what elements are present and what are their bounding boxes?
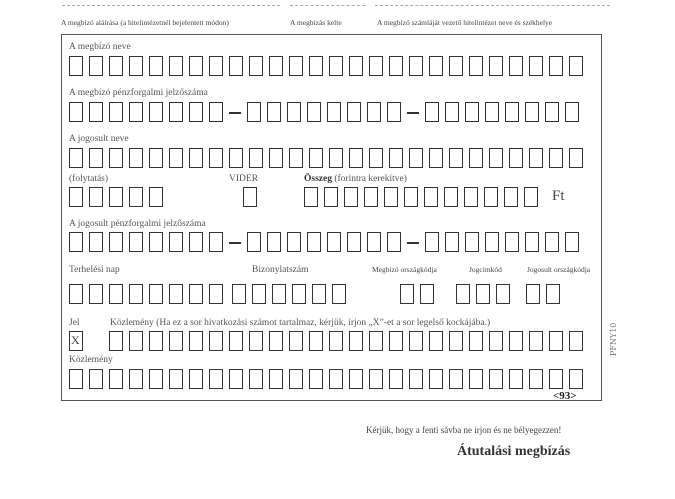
debit-day-label: Terhelési nap (69, 265, 120, 275)
payee-name-boxes[interactable] (69, 148, 589, 168)
flag-box[interactable] (69, 331, 89, 351)
amount-label: Összeg (forintra kerekítve) (304, 174, 407, 184)
payer-name-boxes[interactable] (69, 56, 589, 76)
payer-account-label: A megbízó pénzforgalmi jelzőszáma (69, 88, 208, 98)
payee-account-boxes[interactable] (69, 232, 585, 252)
note-label: Közlemény (69, 355, 113, 365)
vider-label: VIDER (229, 174, 259, 184)
currency-label: Ft (552, 188, 565, 204)
payer-account-boxes[interactable] (69, 102, 585, 122)
bank-line (375, 5, 610, 6)
bank-label: A megbízó számláját vezető hitelintézet neve és székhelye (377, 18, 553, 27)
legal-code-boxes[interactable] (456, 284, 516, 304)
form-id: PFNY10 (609, 322, 618, 356)
form-title: Átutalási megbízás (457, 444, 571, 459)
note2-boxes[interactable] (69, 369, 589, 389)
form-code: <93> (553, 390, 577, 402)
payee-country-label: Jogosult országkódja (527, 265, 591, 274)
flag-label: Jel (69, 318, 80, 328)
continuation-label: (folytatás) (69, 174, 109, 184)
payee-account-label: A jogosult pénzforgalmi jelzőszáma (69, 219, 206, 229)
footer-instruction: Kérjük, hogy a fenti sávba ne írjon és ne bélyegezzen! (366, 425, 562, 435)
continuation-boxes[interactable] (69, 187, 169, 207)
payee-name-label: A jogosult neve (69, 134, 129, 144)
note-hint-label: Közlemény (Ha ez a sor hivatkozási számot tartalmaz, kérjük, írjon „X”-et a sor legelső kockájába.) (110, 318, 491, 328)
debit-day-boxes[interactable] (69, 284, 229, 304)
payee-country-boxes[interactable] (526, 284, 566, 304)
signature-label: A megbízó aláírása (a hitelintézetnél bejelentett módon) (61, 18, 229, 27)
vider-box[interactable] (243, 187, 263, 207)
payer-name-label: A megbízó neve (69, 42, 131, 52)
flag-mark: X (71, 333, 80, 347)
signature-line (62, 5, 280, 6)
date-line (290, 5, 365, 6)
document-number-boxes[interactable] (232, 284, 352, 304)
document-number-label: Bizonylatszám (252, 265, 309, 275)
note1-boxes[interactable] (109, 331, 589, 351)
legal-code-label: Jogcímkód (469, 265, 502, 274)
date-label: A megbízás kelte (290, 18, 342, 27)
amount-boxes[interactable] (304, 187, 544, 207)
payer-country-label: Megbízó országkódja (372, 265, 437, 274)
payer-country-boxes[interactable] (400, 284, 440, 304)
